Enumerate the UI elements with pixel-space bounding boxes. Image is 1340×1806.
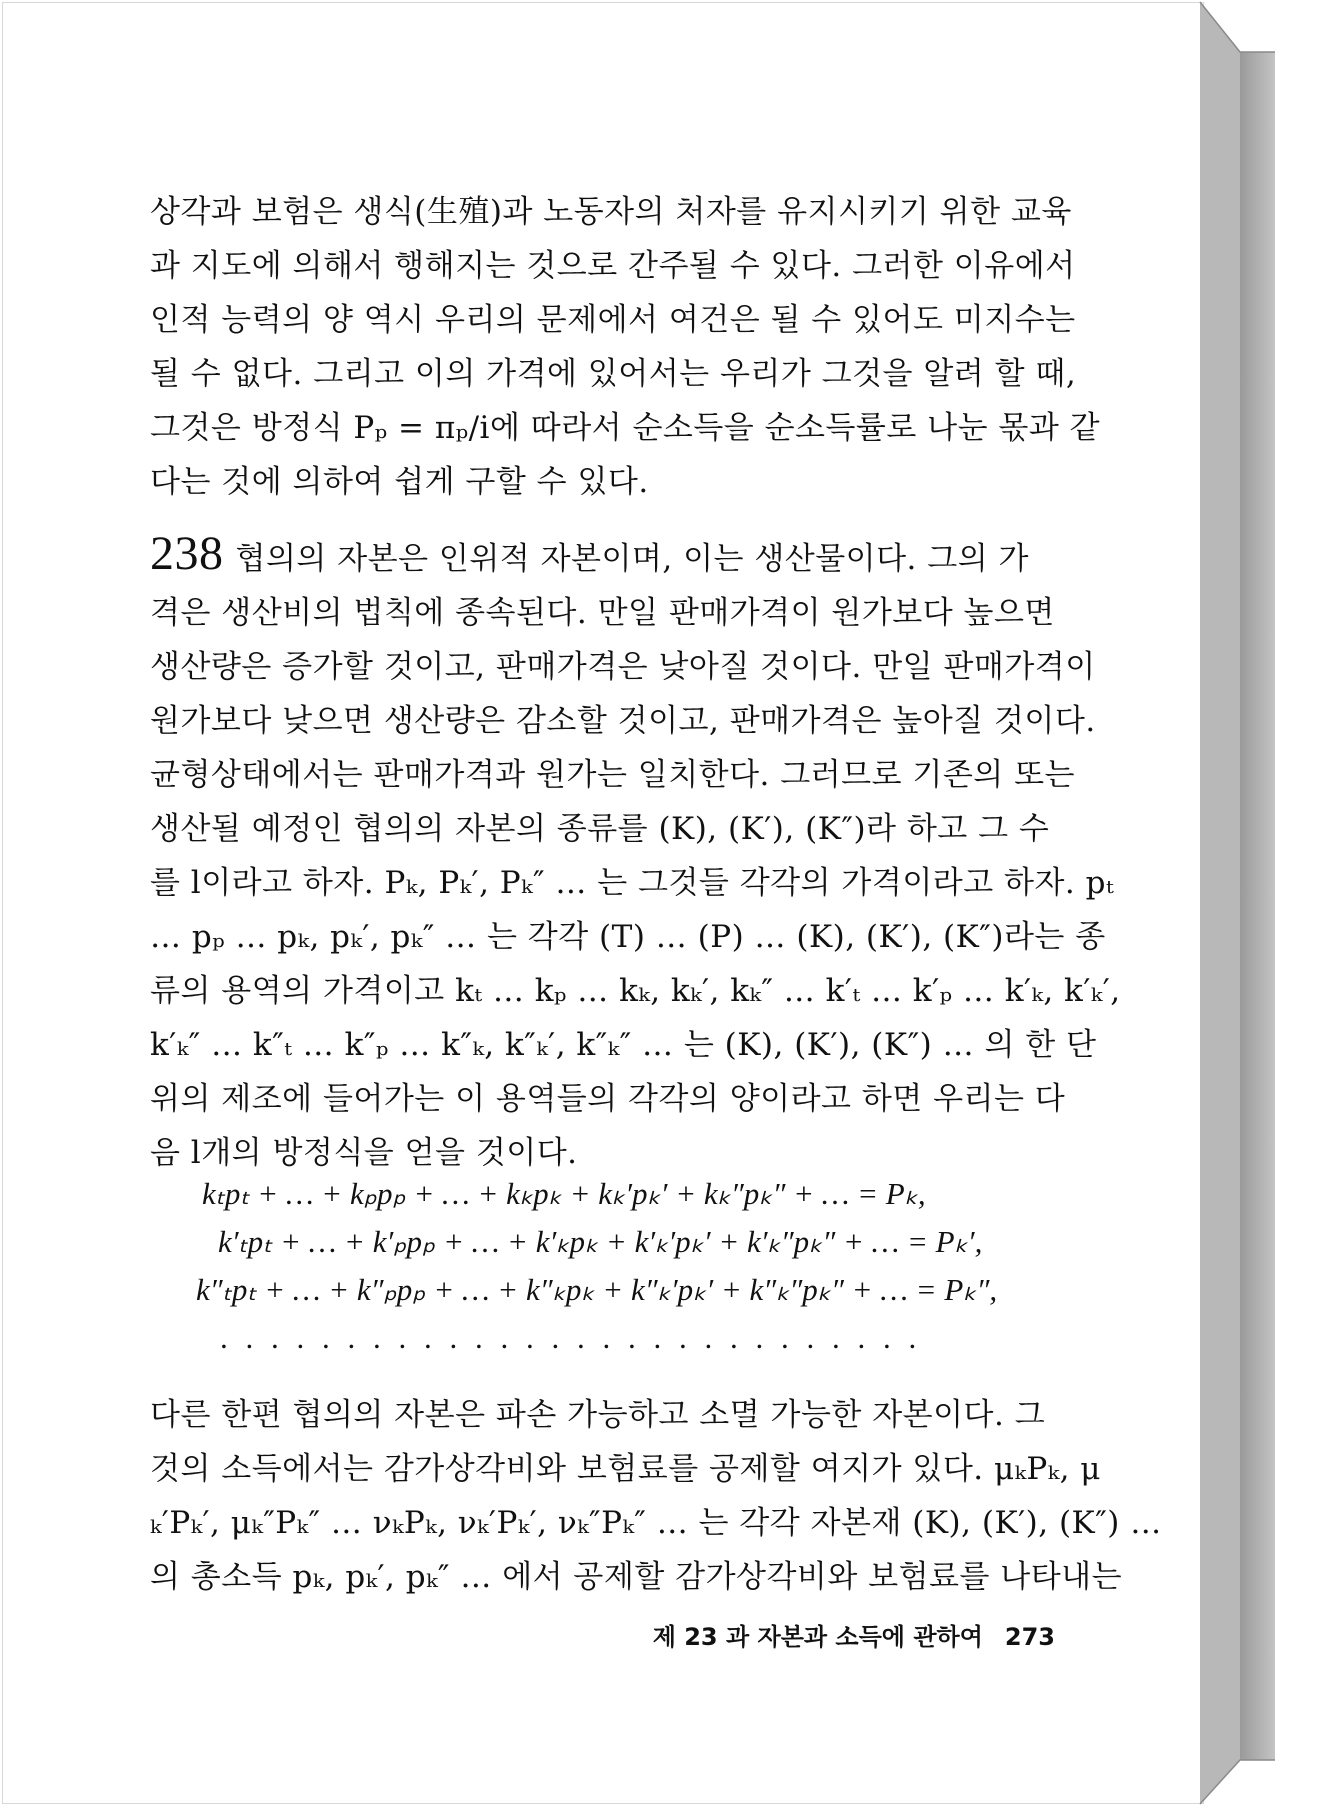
equation-line: kₜpₜ + … + kₚpₚ + … + kₖpₖ + kₖ′pₖ′ + kₖ″pₖ″ + … = Pₖ, (202, 1176, 926, 1211)
text-line: 생산량은 증가할 것이고, 판매가격은 낮아질 것이다. 만일 판매가격이 (150, 649, 1096, 685)
book-page-edge (1200, 0, 1280, 1806)
equation-block (150, 1170, 1055, 1362)
text-line: 류의 용역의 가격이고 kₜ … kₚ … kₖ, kₖ′, kₖ″ … k′ₜ … k′ₚ … k′ₖ, k′ₖ′, (150, 973, 1121, 1009)
page-footer (150, 1617, 1055, 1652)
page-number: 273 (1004, 1623, 1055, 1651)
paragraph-1 (150, 185, 1101, 509)
text-line: 될 수 없다. 그리고 이의 가격에 있어서는 우리가 그것을 알려 할 때, (150, 356, 1077, 392)
text-line: 원가보다 낮으면 생산량은 감소할 것이고, 판매가격은 높아질 것이다. (150, 703, 1096, 739)
equation-line: k″ₜpₜ + … + k″ₚpₚ + … + k″ₖpₖ + k″ₖ′pₖ′ + k″ₖ″pₖ″ + … = Pₖ″, (196, 1272, 998, 1307)
text-line: 것의 소득에서는 감가상각비와 보험료를 공제할 여지가 있다. μₖPₖ, μ (150, 1451, 1101, 1487)
text-line: 위의 제조에 들어가는 이 용역들의 각각의 양이라고 하면 우리는 다 (150, 1081, 1066, 1117)
text-line: 인적 능력의 양 역시 우리의 문제에서 여건은 될 수 있어도 미지수는 (150, 302, 1076, 338)
text-line: 격은 생산비의 법칙에 종속된다. 만일 판매가격이 원가보다 높으면 (150, 595, 1055, 631)
text-line: 의 총소득 pₖ, pₖ′, pₖ″ … 에서 공제할 감가상각비와 보험료를 나타내는 (150, 1559, 1123, 1595)
text-line: … pₚ … pₖ, pₖ′, pₖ″ … 는 각각 (T) … (P) … (K), (K′), (K″)라는 종 (150, 919, 1106, 955)
text-line (150, 527, 1055, 586)
text-line: 음 l개의 방정식을 얻을 것이다. (150, 1135, 578, 1171)
section-number: 238 (150, 527, 224, 580)
text-line: 를 l이라고 하자. Pₖ, Pₖ′, Pₖ″ … 는 그것들 각각의 가격이라고 하자. pₜ (150, 865, 1115, 901)
paragraph-238 (150, 527, 1121, 1180)
equation-line: k′ₜpₜ + … + k′ₚpₚ + … + k′ₖpₖ + k′ₖ′pₖ′ + k′ₖ″pₖ″ + … = Pₖ′, (218, 1224, 983, 1259)
page-edge-shape (1200, 0, 1280, 1806)
text-line: 다른 한편 협의의 자본은 파손 가능하고 소멸 가능한 자본이다. 그 (150, 1397, 1046, 1433)
equation-ellipsis: . . . . . . . . . . . . . . . . . . . . . . . . . . . . (220, 1320, 922, 1355)
text-line: ₖ′Pₖ′, μₖ″Pₖ″ … νₖPₖ, νₖ′Pₖ′, νₖ″Pₖ″ … 는 각각 자본재 (K), (K′), (K″) … (150, 1505, 1162, 1541)
paragraph-3 (150, 1388, 1162, 1604)
text-line: 상각과 보험은 생식(生殖)과 노동자의 처자를 유지시키기 위한 교육 (150, 194, 1072, 230)
text-line: 균형상태에서는 판매가격과 원가는 일치한다. 그러므로 기존의 또는 (150, 757, 1075, 793)
text-line: 과 지도에 의해서 행해지는 것으로 간주될 수 있다. 그러한 이유에서 (150, 248, 1076, 284)
text-line: 생산될 예정인 협의의 자본의 종류를 (K), (K′), (K″)라 하고 그 수 (150, 811, 1050, 847)
text-line: k′ₖ″ … k″ₜ … k″ₚ … k″ₖ, k″ₖ′, k″ₖ″ … 는 (K), (K′), (K″) … 의 한 단 (150, 1027, 1097, 1063)
text-line-content: 협의의 자본은 인위적 자본이며, 이는 생산물이다. 그의 가 (235, 541, 1029, 577)
running-title: 제 23 과 자본과 소득에 관하여 (652, 1623, 983, 1651)
text-line: 그것은 방정식 Pₚ = πₚ/i에 따라서 순소득을 순소득률로 나눈 몫과 같 (150, 410, 1101, 446)
text-line: 다는 것에 의하여 쉽게 구할 수 있다. (150, 464, 649, 500)
